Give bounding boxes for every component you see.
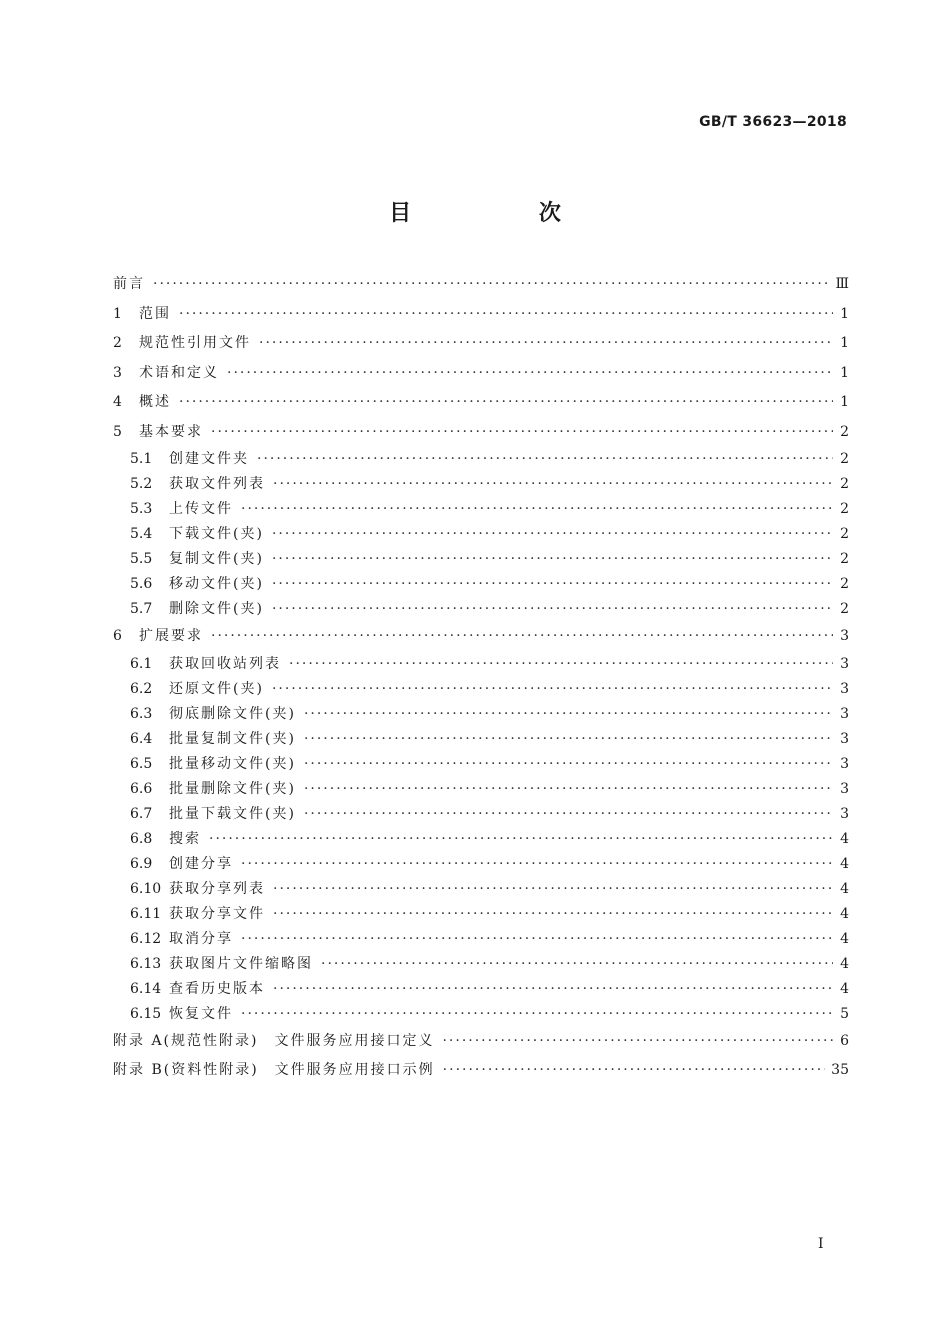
toc-entry-label: 复制文件(夹) — [169, 551, 264, 567]
toc-entry-page: 2 — [840, 576, 849, 592]
toc-entry-number: 6.7 — [130, 805, 153, 822]
toc-entry-page: 3 — [840, 730, 849, 747]
toc-entry-label: 下载文件(夹) — [169, 526, 264, 542]
toc-entry[interactable] — [113, 1056, 849, 1086]
dot-leader — [304, 727, 833, 752]
toc-entry-page: 4 — [840, 955, 849, 972]
toc-entry-page: 35 — [831, 1062, 849, 1078]
dot-leader — [304, 777, 833, 802]
toc-entry-page: 5 — [840, 1005, 849, 1022]
toc-entry[interactable] — [113, 472, 849, 497]
toc-entry-label: 创建文件夹 — [169, 451, 249, 467]
toc-entry-number: 6.1 — [130, 655, 153, 672]
toc-entry[interactable] — [113, 877, 849, 902]
toc-entry[interactable] — [113, 270, 849, 300]
dot-leader — [211, 622, 833, 652]
dot-leader — [273, 977, 833, 1002]
dot-leader — [272, 597, 833, 622]
toc-entry-page: 4 — [840, 830, 849, 847]
dot-leader — [272, 547, 833, 572]
dot-leader — [241, 497, 833, 522]
standard-code: GB/T 36623—2018 — [699, 114, 847, 130]
dot-leader — [209, 827, 833, 852]
toc-entry[interactable] — [113, 418, 849, 448]
toc-entry-number: 5.5 — [130, 551, 153, 567]
dot-leader — [272, 522, 833, 547]
toc-entry-label: 彻底删除文件(夹) — [169, 705, 296, 722]
toc-entry-page: 2 — [840, 551, 849, 567]
toc-entry[interactable] — [113, 522, 849, 547]
dot-leader — [304, 752, 833, 777]
toc-entry-number: 6.3 — [130, 705, 153, 722]
toc-entry-label: 获取文件列表 — [169, 476, 265, 492]
toc-entry[interactable] — [113, 652, 849, 677]
toc-entry-label: 基本要求 — [139, 423, 203, 440]
toc-entry-label: 获取回收站列表 — [169, 655, 281, 672]
toc-entry-page: 3 — [840, 705, 849, 722]
toc-entry-label: 取消分享 — [169, 930, 233, 947]
toc-entry[interactable] — [113, 329, 849, 359]
toc-entry[interactable] — [113, 572, 849, 597]
toc-entry-page: 1 — [840, 335, 849, 351]
toc-entry[interactable] — [113, 447, 849, 472]
toc-entry-number: 5.2 — [130, 476, 153, 492]
toc-entry-label: 概述 — [139, 394, 171, 410]
toc-entry[interactable] — [113, 547, 849, 572]
toc-entry-label: 规范性引用文件 — [139, 335, 251, 351]
toc-entry[interactable] — [113, 927, 849, 952]
toc-entry[interactable] — [113, 977, 849, 1002]
toc-entry-page: 3 — [840, 655, 849, 672]
toc-entry[interactable] — [113, 802, 849, 827]
toc-entry-label: 获取分享列表 — [169, 880, 265, 897]
toc-entry-label: 批量下载文件(夹) — [169, 805, 296, 822]
toc-entry-label: 附录 A(规范性附录) 文件服务应用接口定义 — [113, 1032, 435, 1049]
dot-leader — [304, 702, 833, 727]
toc-entry-number: 5.4 — [130, 526, 153, 542]
toc-entry-page: 6 — [840, 1032, 849, 1049]
dot-leader — [272, 572, 833, 597]
dot-leader — [241, 1002, 833, 1027]
toc-entry-page: 3 — [840, 805, 849, 822]
toc-entry-page: 3 — [840, 680, 849, 697]
toc-entry-page: 3 — [840, 628, 849, 644]
toc-entry-number: 5.6 — [130, 576, 153, 592]
dot-leader — [304, 802, 833, 827]
toc-entry-number: 6.13 — [130, 955, 162, 972]
toc-entry[interactable] — [113, 359, 849, 389]
toc-entry-label: 附录 B(资料性附录) 文件服务应用接口示例 — [113, 1062, 435, 1078]
toc-entry-label: 范围 — [139, 305, 171, 322]
toc-entry[interactable] — [113, 597, 849, 622]
toc-entry[interactable] — [113, 777, 849, 802]
toc-entry-label: 恢复文件 — [169, 1005, 233, 1022]
dot-leader — [443, 1056, 826, 1086]
toc-entry-label: 创建分享 — [169, 855, 233, 872]
toc-entry[interactable] — [113, 727, 849, 752]
toc-entry[interactable] — [113, 1002, 849, 1027]
dot-leader — [227, 359, 833, 389]
toc-entry-label: 批量复制文件(夹) — [169, 730, 296, 747]
toc-entry-number: 4 — [113, 394, 122, 410]
toc-entry-number: 6.10 — [130, 880, 162, 897]
dot-leader — [442, 1027, 833, 1057]
toc-entry-page: 2 — [840, 451, 849, 467]
toc-entry-page: 4 — [840, 880, 849, 897]
toc-entry-page: 2 — [840, 476, 849, 492]
toc-entry-page: 2 — [840, 423, 849, 440]
dot-leader — [179, 300, 833, 330]
toc-entry-page: 1 — [840, 305, 849, 322]
toc-entry-number: 6.4 — [130, 730, 153, 747]
toc-entry-label: 获取图片文件缩略图 — [169, 955, 313, 972]
table-of-contents — [113, 270, 849, 1086]
toc-entry-number: 6.14 — [130, 980, 162, 997]
dot-leader — [257, 447, 833, 472]
dot-leader — [272, 677, 833, 702]
toc-entry[interactable] — [113, 388, 849, 418]
toc-entry-page: 4 — [840, 930, 849, 947]
toc-entry[interactable] — [113, 827, 849, 852]
toc-entry[interactable] — [113, 1027, 849, 1057]
toc-entry[interactable] — [113, 902, 849, 927]
toc-entry-number: 3 — [113, 364, 122, 381]
toc-entry-number: 5.1 — [130, 451, 153, 467]
toc-entry[interactable] — [113, 852, 849, 877]
toc-entry-page: Ⅲ — [835, 276, 849, 292]
dot-leader — [259, 329, 833, 359]
toc-entry-number: 6.6 — [130, 780, 153, 797]
toc-entry-number: 5 — [113, 423, 122, 440]
dot-leader — [241, 852, 833, 877]
toc-entry-label: 搜索 — [169, 830, 201, 847]
toc-entry-page: 1 — [840, 364, 849, 381]
toc-entry-page: 3 — [840, 755, 849, 772]
dot-leader — [241, 927, 833, 952]
page-title: 目 次 — [389, 200, 621, 226]
toc-entry-page: 2 — [840, 501, 849, 517]
dot-leader — [273, 472, 833, 497]
dot-leader — [289, 652, 833, 677]
toc-entry[interactable] — [113, 300, 849, 330]
toc-entry-label: 删除文件(夹) — [169, 601, 264, 617]
toc-entry-number: 1 — [113, 305, 122, 322]
toc-entry-label: 批量移动文件(夹) — [169, 755, 296, 772]
dot-leader — [211, 418, 833, 448]
toc-entry-page: 4 — [840, 980, 849, 997]
toc-entry-label: 查看历史版本 — [169, 980, 265, 997]
toc-entry-number: 6.9 — [130, 855, 153, 872]
dot-leader — [321, 952, 833, 977]
toc-entry-number: 6.11 — [130, 905, 162, 922]
toc-entry-number: 6.8 — [130, 830, 153, 847]
dot-leader — [273, 877, 833, 902]
dot-leader — [273, 902, 833, 927]
toc-entry[interactable] — [113, 702, 849, 727]
toc-entry-label: 扩展要求 — [139, 628, 203, 644]
footer-page-number: Ⅰ — [818, 1236, 824, 1252]
toc-entry[interactable] — [113, 677, 849, 702]
toc-entry-number: 6.15 — [130, 1005, 162, 1022]
toc-entry[interactable] — [113, 952, 849, 977]
toc-entry-page: 1 — [840, 394, 849, 410]
toc-entry-label: 获取分享文件 — [169, 905, 265, 922]
toc-entry[interactable] — [113, 752, 849, 777]
toc-entry-label: 批量删除文件(夹) — [169, 780, 296, 797]
toc-entry-label: 还原文件(夹) — [169, 680, 264, 697]
toc-entry-page: 2 — [840, 601, 849, 617]
toc-entry-number: 2 — [113, 335, 122, 351]
toc-entry-page: 4 — [840, 905, 849, 922]
toc-entry-number: 6.2 — [130, 680, 153, 697]
toc-entry-number: 5.3 — [130, 501, 153, 517]
toc-entry-label: 术语和定义 — [139, 364, 219, 381]
dot-leader — [179, 388, 833, 418]
toc-entry-label: 上传文件 — [169, 501, 233, 517]
toc-entry-number: 6.12 — [130, 930, 162, 947]
toc-entry-number: 5.7 — [130, 601, 153, 617]
toc-entry-page: 3 — [840, 780, 849, 797]
toc-entry[interactable] — [113, 622, 849, 652]
dot-leader — [153, 270, 829, 300]
toc-entry-label: 前言 — [113, 276, 145, 292]
toc-entry-page: 2 — [840, 526, 849, 542]
toc-entry[interactable] — [113, 497, 849, 522]
toc-entry-label: 移动文件(夹) — [169, 576, 264, 592]
toc-entry-page: 4 — [840, 855, 849, 872]
toc-entry-number: 6 — [113, 628, 122, 644]
toc-entry-number: 6.5 — [130, 755, 153, 772]
